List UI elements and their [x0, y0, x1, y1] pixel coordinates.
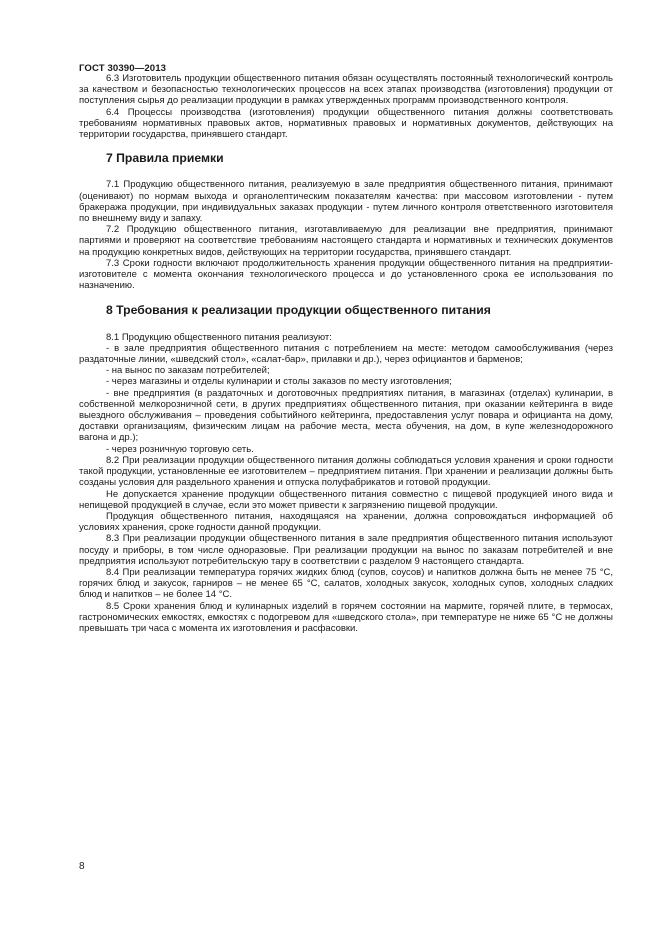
section-8-heading: 8 Требования к реализации продукции общественного питания	[106, 303, 491, 318]
paragraph-8-1: 8.1 Продукцию общественного питания реализуют:	[106, 331, 332, 343]
paragraph-7-3: 7.3 Сроки годности включают продолжительность хранения продукции общественного питания на предприятии-изготовителе с момента окончания технологического процесса и до установленного срока ее использования по назначению.	[79, 257, 613, 292]
paragraph-8-2-info: Продукция общественного питания, находящаяся на хранении, должна сопровождаться информацией об условиях хранения, сроке годности данной продукции.	[79, 510, 613, 534]
page-body	[79, 73, 613, 634]
document-code-header: ГОСТ 30390—2013	[79, 63, 167, 74]
paragraph-6-4: 6.4 Процессы производства (изготовления) продукции общественного питания должны соответствовать требованиям нормативных правовых актов, нормативных правовых и нормативных документов, действующих на территории государства, принявшего стандарт.	[79, 106, 613, 141]
paragraph-8-2-storage: Не допускается хранение продукции общественного питания совместно с пищевой продукцией иного вида и непищевой продукцией в случае, если это может привести к загрязнению пищевой продукции.	[79, 488, 613, 511]
paragraph-7-1: 7.1 Продукцию общественного питания, реализуемую в зале предприятия общественного питания, принимают (оценивают) по нормам выхода и органолептическим показателям качества: при массовом изготовлении - путем бракеража продукции, при индивидуальных заказах продукции - путем личного контроля ответственного изготовителя по внешнему виду и запаху.	[79, 179, 613, 225]
list-item-takeaway: - на вынос по заказам потребителей;	[106, 365, 270, 377]
paragraph-8-2: 8.2 При реализации продукции общественного питания должны соблюдаться условия хранения и сроки годности такой продукции, установленные ее изготовителем – предприятием питания. При хранении и реализации должны быть созданы условия для раздельного хранения и отпуска полуфабрикатов и готовой продукции.	[79, 454, 613, 489]
paragraph-7-2: 7.2 Продукцию общественного питания, изготавливаемую для реализации вне предприятия, принимают партиями и проверяют на соответствие требованиям настоящего стандарта и нормативных и технических документов на продукцию конкретных видов, действующих на территории государства, принявшего стандарт.	[79, 224, 613, 258]
list-item-off-site: - вне предприятия (в раздаточных и доготовочных предприятиях питания, в магазинах (отделах) кулинарии, в собственной мелкорозничной сети, в других предприятиях общественного питания, при оказании кейтеринга в виде выездного обслуживания – проведения событийного кейтеринга, предоставления услуг повара и официанта на дому, доставки организациям, физическим лицам на рабочие места, места обучения, на дом, в купе железнодорожного вагона и др.);	[79, 387, 613, 444]
page-number: 8	[79, 861, 85, 872]
paragraph-8-5: 8.5 Сроки хранения блюд и кулинарных изделий в горячем состоянии на мармите, горячей плите, в термосах, гастрономических емкостях, емкостях с подогревом для «шведского стола», при температуре не ниже 65 °С не должны превышать три часа с момента их изготовления и расфасовки.	[79, 600, 613, 634]
list-item-shops: - через магазины и отделы кулинарии и столы заказов по месту изготовления;	[106, 376, 452, 388]
list-item-dine-in: - в зале предприятия общественного питания с потреблением на месте: методом самообслуживания (через раздаточные линии, «шведский стол», «салат-бар», прилавки и др.), через официантов и барменов;	[79, 342, 613, 366]
section-7-heading: 7 Правила приемки	[106, 151, 224, 166]
paragraph-6-3: 6.3 Изготовитель продукции общественного питания обязан осуществлять постоянный технологический контроль за качеством и безопасностью технологических процессов на всех этапах производства (изготовления) продукции от поступления сырья до реализации продукции в рамках утвержденных программ производственного контроля.	[79, 73, 613, 107]
list-item-retail: - через розничную торговую сеть.	[106, 443, 254, 455]
paragraph-8-4: 8.4 При реализации температура горячих жидких блюд (супов, соусов) и напитков должна быть не менее 75 °С, горячих блюд и закусок, гарниров – не менее 65 °С, салатов, холодных закусок, холодных супов, холодных сладких блюд и напитков – не более 14 °С.	[79, 566, 613, 601]
paragraph-8-3: 8.3 При реализации продукции общественного питания в зале предприятия общественного питания используют посуду и приборы, в том числе одноразовые. При реализации продукции на вынос по заказам потребителей и вне предприятия используют потребительскую тару в соответствии с разделом 9 настоящего стандарта.	[79, 533, 613, 567]
